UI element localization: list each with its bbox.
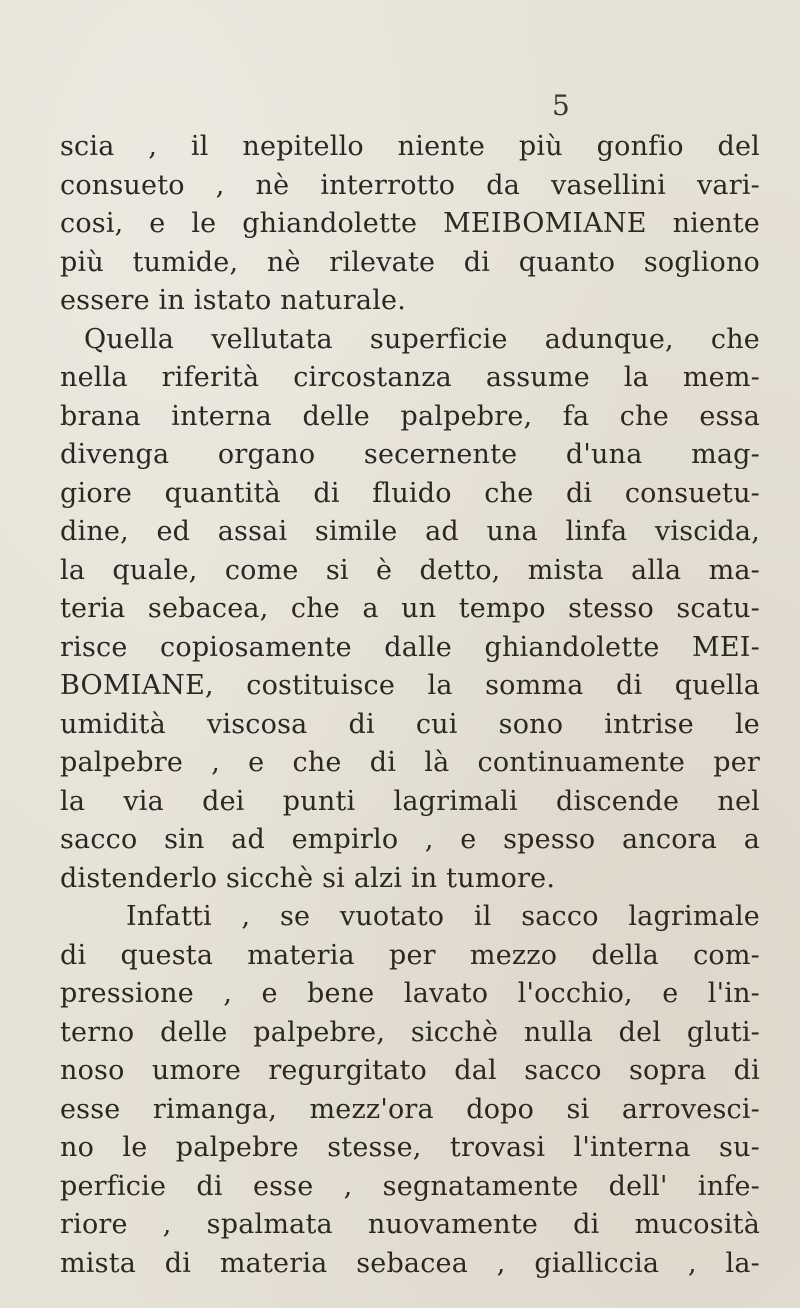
body-text: [60, 128, 760, 1283]
text-line-2: consueto , nè interrotto da vasellini vari-: [60, 169, 760, 201]
text-line-26: esse rimanga, mezz'ora dopo si arrovesci-: [60, 1093, 760, 1125]
text-line-22: di questa materia per mezzo della com-: [60, 939, 760, 971]
text-line-18: la via dei punti lagrimali discende nel: [60, 785, 760, 817]
text-line-13: teria sebacea, che a un tempo stesso scatu-: [60, 593, 760, 624]
text-line-29: riore , spalmata nuovamente di mucosità: [60, 1209, 760, 1240]
text-line-23: pressione , e bene lavato l'occhio, e l'in-: [60, 978, 760, 1009]
text-line-9: divenga organo secernente d'una mag-: [60, 439, 760, 470]
text-line-4: più tumide, nè rilevate di quanto sogliono: [60, 246, 760, 278]
text-line-17: palpebre , e che di là continuamente per: [60, 747, 760, 778]
text-line-27: no le palpebre stesse, trovasi l'interna su-: [60, 1132, 760, 1163]
text-line-20: distenderlo sicchè si alzi in tumore.: [60, 862, 556, 894]
text-line-28: perficie di esse , segnatamente dell' infe-: [60, 1170, 760, 1202]
page-number: 5: [552, 89, 570, 122]
text-line-1: scia , il nepitello niente più gonfio del: [60, 131, 760, 162]
text-line-14: risce copiosamente dalle ghiandolette MEI-: [60, 631, 760, 663]
text-line-6: Quella vellutata superficie adunque, che: [84, 323, 760, 355]
text-line-7: nella riferità circostanza assume la mem-: [60, 362, 760, 393]
text-line-16: umidità viscosa di cui sono intrise le: [60, 708, 760, 740]
text-line-24: terno delle palpebre, sicchè nulla del gluti-: [60, 1016, 760, 1048]
text-line-10: giore quantità di fluido che di consuetu-: [60, 477, 760, 509]
text-line-21: Infatti , se vuotato il sacco lagrimale: [126, 901, 760, 932]
text-line-8: brana interna delle palpebre, fa che essa: [60, 400, 760, 432]
text-line-30: mista di materia sebacea , gialliccia , la-: [60, 1247, 760, 1279]
text-line-19: sacco sin ad empirlo , e spesso ancora a: [60, 824, 760, 855]
text-line-5: essere in istato naturale.: [60, 285, 406, 316]
text-line-11: dine, ed assai simile ad una linfa viscida,: [60, 516, 760, 547]
text-line-25: noso umore regurgitato dal sacco sopra di: [60, 1055, 760, 1086]
text-line-12: la quale, come si è detto, mista alla ma-: [60, 554, 760, 586]
text-line-15: BOMIANE, costituisce la somma di quella: [60, 670, 760, 701]
text-line-3: cosi, e le ghiandolette MEIBOMIANE niente: [60, 208, 760, 239]
